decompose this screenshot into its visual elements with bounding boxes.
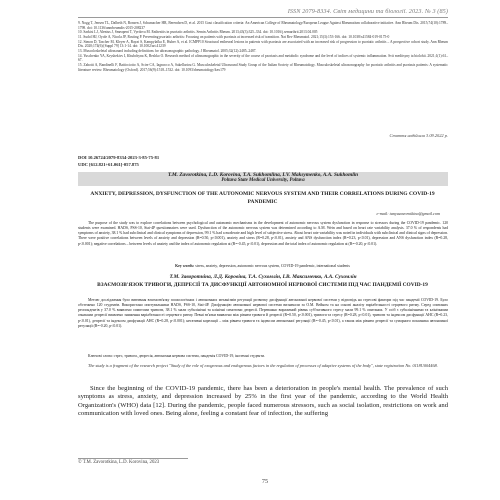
reference-item: 13. Muscoloskeletal ultrasound including definitions for ultrasonographic pathology. J Rheumatol. 2005;32(12):2485–2487. (78, 48, 257, 53)
doi[interactable]: DOI 10.26724/2079-8334-2023-3-85-75-81 (78, 155, 160, 160)
header-rule (78, 17, 448, 18)
abstract-en: The purpose of the study was to explore correlations between psychological and autonomic mechanisms in the development of autonomic nervous system dysfunction in response to stressors during the COVID-19 pandemic. 120 students were examined. HADS, PSS-10, Stai-4P questionnaires were used. Dysfunction of the autonomic nervous system was determined according to A.M. Wein and based on heart rate variability analysis. 37.0 % of respondents had symptoms of anxiety, 38.1 % had subclinical and clinical symptoms of depression, 99.1 % had a moderate and high level of subjective stress. About heart rate variability was noted in individuals with subclinical and clinical signs of depression. There were positive correlations between levels of anxiety and depression (R=0.50, p<0.001), anxiety and stress (R=0.28, p<0.01), anxiety and ANS dysfunction index (R=0.23, p<0.01), depression and ANS dysfunction index (R=0.28, p<0.001); negative correlations – between levels of anxiety and the index of autonomic regulation at (R=-0.45, p<0.01), depression and the total index of autonomic regulation at (R=-0.20, p<0.01). (78, 221, 448, 246)
contact-email[interactable]: e-mail: tanyazavorotkina@gmail.com (376, 211, 440, 216)
keywords-en-text: stress, anxiety, depression, autonomic nervous system, COVID-19 pandemic, international students (195, 264, 350, 268)
footnote-rule (78, 458, 188, 459)
study-note: The study is a fragment of the research project "Study of the role of exogenous and endogenous factors in the regulation of processes of adaptive systems of the body", state registration No. 0118U004468. (88, 363, 438, 368)
received-date: Стаття надійшла 3.09.2022 р. (389, 133, 448, 138)
reference-item: 10. Sarkisi LJ, Alenius J, Smeapeni T, Vyrdova M. Enthesitis in psoriatic arthritis. Semin Arthritis Rheum. 2013;43(3):325–334. doi: 10.1016/j.semarthrit.2013.04.005 (78, 30, 318, 35)
reference-item: 11. Sudol HJ, Oyole A, Nicola JP, Rosting P. Preventing psoriatic arthritis: Focusing on patients with psoriasis at increased risk of transition. Nat Rev Rheumatol. 2021;15(3):153-166. doi: 10.1038/s41584-019-0175-0 (78, 34, 390, 39)
copyright-notice: © T.M. Zavorotkina, L.D. Korovina, 2023 (78, 460, 160, 465)
journal-header: ISSN 2079-8334. Світ медицини та біології. 2023. № 3 (85) (287, 8, 448, 15)
affiliation-en: Poltava State Medical University, Poltava (221, 178, 305, 183)
article-title-en: ANXIETY, DEPRESSION, DYSFUNCTION OF THE AUTONOMIC NERVOUS SYSTEM AND THEIR CORRELATIONS DURING COVID-19 PANDEMIC (90, 191, 435, 205)
body-paragraph: Since the beginning of the COVID-19 pandemic, there has been a deterioration in people's mental health. The prevalence of such symptoms as stress, anxiety, and depression increased by 25% in the first year of the pandemic, according to the World Health Organization's (WHO) data [12]. During the pandemic, people faced numerous stressors, such as social isolation, restrictions on work and communication with loved ones. Being alone, feeling a constant fear of infection, the suffering (78, 385, 448, 418)
reference-item: 12. Simon D, Tascher M, Kleyer A, Bayat S, Kampylafka E, Huber A, et al. ICMPP10 Structural entheseal lesions in patients with psoriasis are associated with an increased risk of progression to psoriatic arthritis – A prospective cohort study. Ann Rheum Dis. 2020;174(6):[Suppl 79] 13:1-14. doi: 10.1002/art.41239 (78, 39, 448, 49)
keywords-uk: Ключові слова: стрес, тривога, депресія, автономна нервова система, пандемія COVID-19, іноземні студенти. (88, 354, 265, 358)
page-number: 75 (261, 478, 269, 485)
reference-item: 9. Nogg T, Jensen TL, Dalbeth N, Bonsen J, Schumacher HR, Berendsen D, et al. 2015 Gout classification criteria: An American College of Rheumatology/European League Against Rheumatism collaborative initiative. Ann Rheum Dis. 2015;74(10):1789–1798. doi: 10.1136/annrheumdis-2015-208237 (78, 21, 448, 30)
reference-list (78, 21, 448, 72)
reference-item: 14. Yuschenko YA, Kryshekivs I, Khubchyna K, Beshko O. Research method of ultrasonographic in the severity of the course of psoriasis and metabolic syndrome and the level of indices of systemic inflammation. Svit meditsyny ta biolohii. 2021;1(1):61–67. (78, 53, 448, 63)
keywords-en (90, 264, 435, 269)
abstract-uk: Метою дослідження було вивчення взаємозв'язку психологічних і автономних механізмів регуляції розвитку дисфункції автономної нервової системи у відповідь на стресові фактори під час пандемії COVID-19. Було обстежено 120 студентів. Використано опитувальники HADS, PSS-10, Stai-4P. Дисфункцію автономної нервової системи визначали за О.М. Вейном та на основі аналізу варіабельності серцевого ритму. Серед опитаних респондентів у 37.0 % виявлено симптоми тривоги, 38.1 % мали субклінічні та клінічні симптоми депресії. Переважно виражений рівень суб'єктивного стресу мали 99.1 % опитаних. У осіб з субклінічними та клінічними ознаками депресії виявлено зниження варіабельності серцевого ритму. Певні зв'язки виявлено між рівнем тривоги й депресії (R=0.50, p<0.001), тривоги та стресу (R=0.28, p<0.01), тривоги та індексом дисфункції АНС (R=0.23, p<0.01), депресії та індексом дисфункції АНС (R=0.28, p<0.001); негативні кореляції – між рівнем тривоги та індексом автономної регуляції (R=-0.45, p<0.01), а також між рівнем депресії та сумарного показника автономної регуляції (R=-0.20, p<0.01). (78, 298, 448, 328)
authors-uk: Т.М. Заворотніна, Л.Д. Коровіна, Т.А. Сухомлін, І.В. Максименко, А.А. Сухомлін (169, 274, 357, 280)
reference-item: 15. Zabotti A, Bandinelli F, Batticciotto A, Scire CA, Iagnocco A, Sakellariou G. Musculoskeletal Ultrasound Study Group of the Italian Society of Rheumatology. Musculoskeletal ultrasonography for psoriatic arthritis and psoriasis patients: A systematic literature review. Rheumatology (Oxford). 2017;56(9):1518–1532. doi: 10.1093/rheumatology/kex179 (78, 62, 448, 72)
udc-code: UDC [612.821+61.061]-057.875 (78, 161, 139, 167)
authors-en: T.M. Zavorotkina, L.D. Korovina, T.A. Sukhomlina, I.V. Maksymenko, A.A. Sukhomlin (167, 172, 359, 178)
article-title-uk: ВЗАЄМОЗВ'ЯЗОК ТРИВОГИ, ДЕПРЕСІЇ ТА ДИСФУНКЦІЇ АВТОНОМНОЇ НЕРВОВОЇ СИСТЕМИ ПІД ЧАС ПАНДЕМІЇ COVID-19 (97, 281, 428, 288)
keywords-en-label: Key words: (175, 264, 195, 268)
author-banner (78, 172, 448, 186)
